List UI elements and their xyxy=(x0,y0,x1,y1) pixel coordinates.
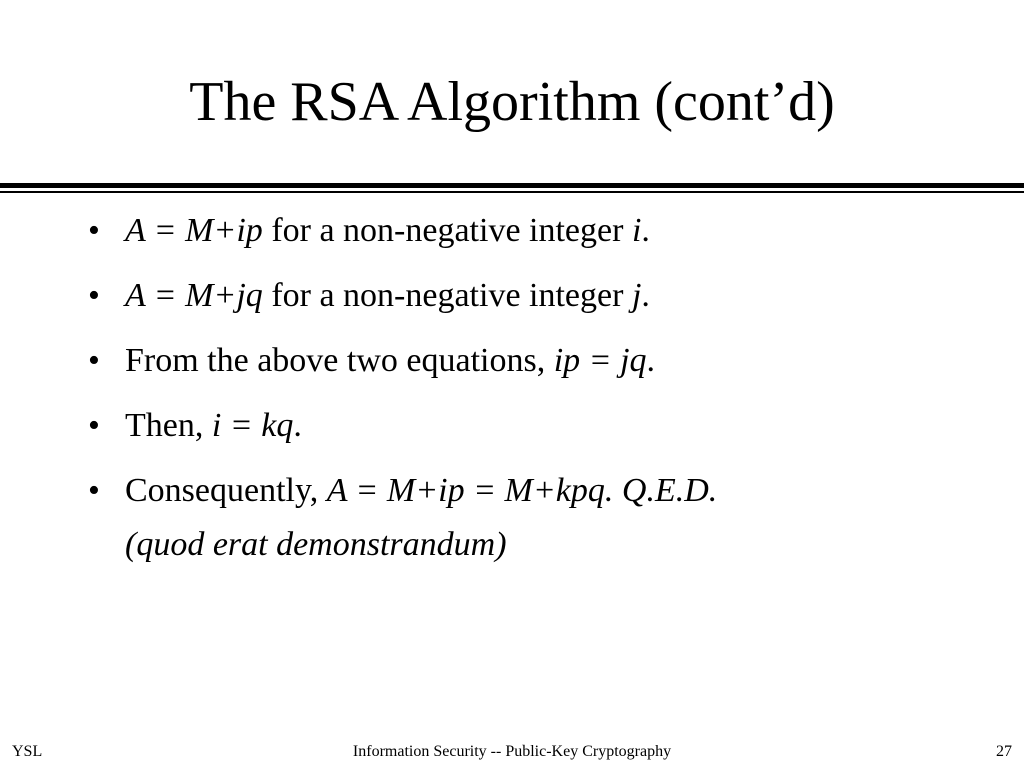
bullet-item xyxy=(88,204,988,258)
bullet-line xyxy=(125,464,988,518)
bullet-marker: • xyxy=(88,472,100,509)
bullet-text-segment: j xyxy=(631,277,642,314)
bullet-text-segment: (quod erat demonstrandum) xyxy=(125,526,507,563)
bullet-text-segment: i xyxy=(631,212,642,249)
bullet-line xyxy=(125,334,988,388)
bullet-item xyxy=(88,269,988,323)
bullet-text-segment: i = kq xyxy=(211,407,294,444)
footer-course-title: Information Security -- Public-Key Cryptography xyxy=(352,743,672,760)
bullet-item xyxy=(88,334,988,388)
bullet-line xyxy=(125,204,988,258)
bullet-line xyxy=(125,399,988,453)
bullet-text-segment: A = M+ip = M+kpq. Q.E.D. xyxy=(326,472,718,509)
bullet-item xyxy=(88,464,988,572)
bullet-text-segment: . xyxy=(641,277,650,314)
bullet-text-segment: for a non-negative integer xyxy=(262,212,632,249)
bullet-marker: • xyxy=(88,277,100,314)
title-divider-thin xyxy=(0,191,1024,193)
bullet-text-segment: . xyxy=(641,212,650,249)
bullet-marker: • xyxy=(88,212,100,249)
slide-title: The RSA Algorithm (cont’d) xyxy=(189,71,835,133)
bullet-marker: • xyxy=(88,342,100,379)
bullet-text-segment: Then, xyxy=(125,407,212,444)
bullet-text-segment: A = M+jq xyxy=(125,277,263,314)
bullet-line xyxy=(125,269,988,323)
footer-author: YSL xyxy=(12,743,43,760)
bullet-text-segment: ip = jq xyxy=(553,342,647,379)
bullet-text-segment: . xyxy=(646,342,656,379)
bullet-text-segment: A = M+ip xyxy=(125,212,263,249)
bullet-text-segment: for a non-negative integer xyxy=(262,277,632,314)
bullet-line xyxy=(125,518,988,572)
bullet-list xyxy=(88,204,988,583)
title-divider-thick xyxy=(0,183,1024,188)
bullet-marker: • xyxy=(88,407,100,444)
bullet-text-segment: From the above two equations, xyxy=(125,342,554,379)
bullet-text-segment: . xyxy=(293,407,302,444)
bullet-text-segment: Consequently, xyxy=(125,472,327,509)
bullet-item xyxy=(88,399,988,453)
footer-page-number: 27 xyxy=(996,743,1012,760)
